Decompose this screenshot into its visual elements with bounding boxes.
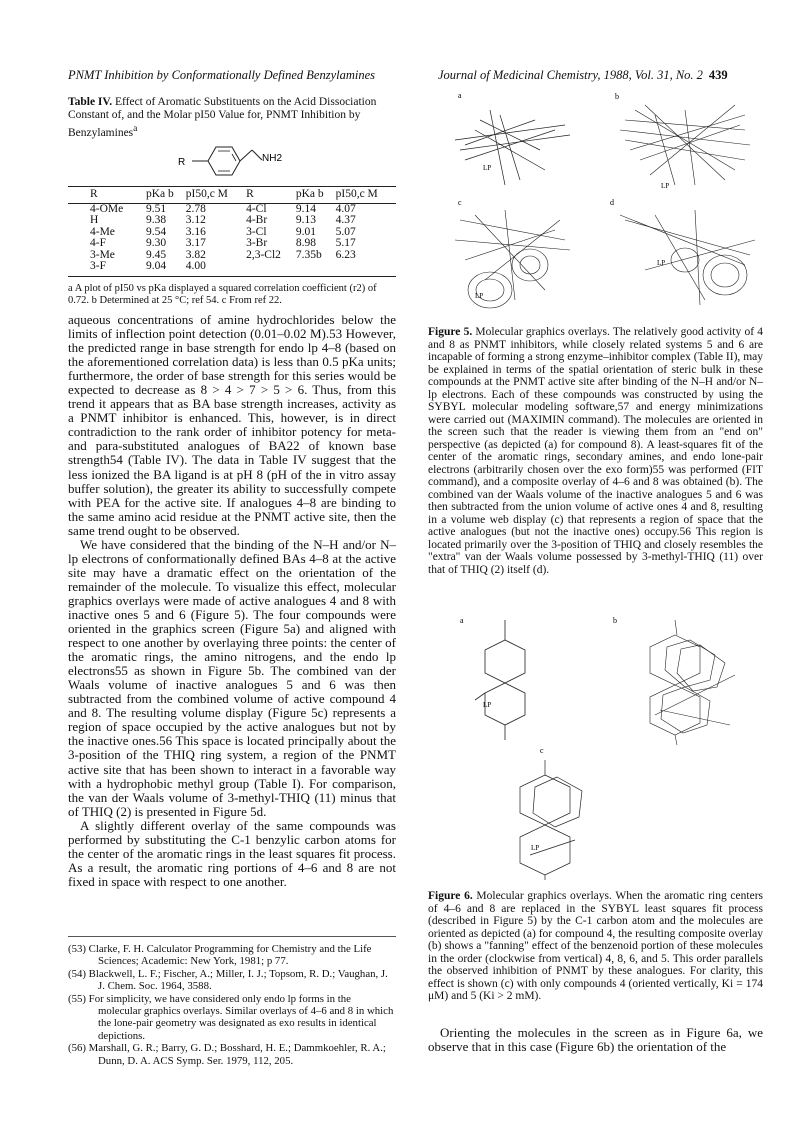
table-cell: 4-OMe [90, 202, 124, 215]
left-column-text [68, 313, 396, 889]
table-cell: 9.54 [146, 225, 167, 238]
struct-r-label: R [178, 157, 186, 168]
table-cell: H [90, 214, 99, 226]
table-row [68, 250, 396, 262]
fig6-panel-label-c: c [540, 746, 544, 755]
fig5-panel-label-b: b [615, 92, 619, 101]
table-cell: 9.38 [146, 214, 167, 226]
body-paragraph: We have considered that the binding of the N–H and/or N–lp electrons of conformationally defined BAs 4–8 at the active site may have a dramatic effect on the orientation of the remainder of the molecule. To visualize this effect, molecular graphics overlays were made of active analogues 4 and 8 with inactive ones 5 and 6 (Figure 5). The four compounds were oriented in the graphics screen (Figure 5a) and aligned with respect to one another by overlaying three points: the center of the aromatic rings, the amino nitrogens, and the endo lp electrons55 as shown in Figure 5b. The combined van der Waals volume of inactive analogues 5 and 6 was then subtracted from the combined volume of active compound 4 and 8. The resulting volume display (Figure 5c) represents a region of space occupied by the active analogues but not by the inactive ones.56 This space is located principally about the 3-position of the THIQ ring system, a region of the PNMT active site that has been shown to interact in a favorable way with a hydrophobic methyl group (Table I). For comparison, the van der Waals volume of 3-methyl-THIQ (11) minus that of THIQ (2) is presented in Figure 5d. [68, 536, 396, 819]
table-cell: 7.35b [295, 248, 322, 261]
reference-item: (56) Marshall, G. R.; Barry, G. D.; Bosshard, H. E.; Dammkoehler, R. A.; Dunn, D. A. ACS Symp. Ser. 1979, 112, 205. [68, 1042, 386, 1067]
table-cell: 9.13 [295, 214, 316, 226]
table-cell: 9.30 [146, 237, 167, 249]
table-title [68, 96, 396, 140]
fig5-panel-label-d: d [610, 198, 614, 207]
table-cell: 3.12 [185, 214, 206, 226]
table-cell: 4-Br [246, 214, 268, 226]
table-cell: 6.23 [335, 248, 356, 261]
figure-5-label: Figure 5. [428, 326, 473, 338]
fig5a-overlay [455, 110, 570, 185]
table-cell: 9.01 [295, 225, 316, 238]
table-cell: 3.17 [185, 237, 206, 249]
table-cell: 3-Me [90, 248, 115, 261]
table-cell: 5.07 [335, 225, 356, 238]
table-cell [296, 261, 336, 276]
table-cell: 9.45 [146, 248, 167, 261]
table-cell: 3.82 [185, 248, 206, 261]
table-cell: 4-Cl [246, 202, 267, 215]
col-header-pka2: pKa b [296, 187, 336, 204]
table-cell: 3-Cl [246, 225, 267, 238]
reference-item: (54) Blackwell, L. F.; Fischer, A.; Miller, I. J.; Topsom, R. D.; Vaughan, J. J. Chem. Soc. 1964, 3588. [68, 967, 388, 993]
body-paragraph: A slightly different overlay of the same compounds was performed by substituting the C-1 benzylic carbon atoms for the center of the aromatic rings in the least squares fit process. As a result, the aromatic ring portions of 4–6 and 8 are not fixed in space with respect to one another. [68, 817, 396, 889]
table-title-mark: a [133, 123, 138, 134]
reference-item: (55) For simplicity, we have considered only endo lp forms in the molecular graphics overlays. Similar overlays of 4–6 and 8 in which the lone-pair geometry was designated as exo results in identical depictions. [68, 992, 394, 1042]
fig5c-overlay [455, 210, 570, 308]
col-header-r2: R [246, 187, 296, 204]
table-cell: 9.14 [295, 202, 316, 215]
figure-6-graphics [445, 615, 775, 880]
fig5d-overlay [620, 210, 755, 305]
fig5a-lp-label: LP [483, 164, 492, 172]
running-header-right [438, 68, 728, 83]
table-row [68, 261, 396, 276]
table-cell: 4.37 [335, 214, 356, 226]
table-cell: 3-F [68, 261, 146, 276]
col-header-r: R [68, 187, 146, 204]
fig5-panel-label-c: c [458, 198, 462, 207]
table-cell: 2.78 [185, 202, 206, 215]
table-cell: 4-Me [90, 225, 115, 238]
figure-6-caption [428, 890, 763, 1003]
table-footnote: a A plot of pI50 vs pKa displayed a squared correlation coefficient (r2) of 0.72. b Determined at 25 °C; ref 54. c From ref 22. [68, 283, 377, 306]
table-header-row [68, 187, 396, 204]
figure-5 [445, 90, 775, 320]
fig5b-lp-label: LP [661, 182, 670, 190]
benzylamine-structure [176, 140, 296, 186]
body-paragraph: aqueous concentrations of amine hydrochlorides below the limits of inflection point detection (0.01–0.02 M).53 However, the predicted range in base strength for endo lp 4–8 (based on the aforementioned correlation data) is less than 0.5 pKa units; furthermore, the order of base strength for this series would be expected to decrease as 8 > 4 > 7 > 5 > 6. Thus, from this trend it appears that as BA base strength increases, activity as a PNMT inhibitor is enhanced. This, however, is in direct contradiction to the rank order of inhibitor potency for meta- and para-substituted analogues of BA22 of known base strength54 (Table IV). The data in Table IV suggest that the less ionized the BA ligand is at pH 8 (pH of the in vitro assay buffer solution), the greater its ability to successfully compete with PEA for the active site. If analogues 4–8 are binding to the same amino acid residue at the PNMT active site, then the same trend ought to be observed. [68, 312, 396, 538]
table-cell [246, 261, 296, 276]
table-cell [336, 261, 396, 276]
fig5d-lp-label: LP [657, 259, 666, 267]
figure-5-caption [428, 326, 763, 576]
running-header-left: PNMT Inhibition by Conformationally Defined Benzylamines [68, 68, 376, 82]
fig5b-overlay [620, 105, 750, 185]
col-header-pka: pKa b [146, 187, 186, 204]
body-paragraph: Orienting the molecules in the screen as in Figure 6a, we observe that in this case (Figure 6b) the orientation of the [428, 1025, 763, 1055]
fig6-panel-label-a: a [460, 616, 464, 625]
table-cell: 9.51 [146, 202, 167, 215]
reference-item: (53) Clarke, F. H. Calculator Programming for Chemistry and the Life Sciences; Academic: New York, 1981; p 77. [68, 943, 372, 968]
figure-5-graphics [445, 90, 775, 320]
fig6a-molecule [475, 620, 525, 740]
table-label: Table IV. [68, 96, 113, 108]
table-row [68, 215, 396, 227]
fig6c-overlay [520, 760, 582, 880]
table-row [68, 238, 396, 250]
table-cell: 4-F [90, 237, 106, 249]
table-caption: Effect of Aromatic Substituents on the Acid Dissociation Constant of, and the Molar pI50 Value for, PNMT Inhibition by Benzylamines [68, 96, 377, 139]
benzylamine-structure-drawing [176, 140, 296, 186]
fig6b-overlay [650, 620, 735, 745]
page-number: 439 [708, 68, 728, 82]
col-header-pi50: pI50,c M [186, 187, 246, 204]
table-cell: 4.07 [335, 202, 356, 215]
fig6-panel-label-b: b [613, 616, 617, 625]
fig6c-lp-label: LP [531, 844, 540, 852]
references [68, 936, 396, 1067]
right-column-text [428, 1026, 763, 1054]
table-cell: 2,3-Cl2 [246, 248, 281, 261]
struct-nh2-label: NH2 [262, 153, 283, 164]
fig5c-lp-label: LP [475, 292, 484, 300]
figure-6 [445, 615, 775, 880]
col-header-pi50-2: pI50,c M [336, 187, 396, 204]
table-cell: 4.00 [186, 261, 246, 276]
table-cell: 8.98 [295, 237, 316, 249]
figure-5-caption-text: Molecular graphics overlays. The relatively good activity of 4 and 8 as PNMT inhibitors, while closely related systems 5 and 6 are incapable of forming a strong enzyme–inhibitor complex (Table II), may be explained in terms of the spatial orientation of steric bulk in these compounds at the PNMT active site after binding of the N–H and/or N–lp electrons. Each of these compounds was constructed by using the SYBYL molecular modeling software,57 and energy minimizations were carried out (MAXIMIN command). The molecules are oriented in the screen such that the reader is viewing them from an "end on" perspective (as depicted (a) for compound 8). A least-squares fit of the center of the aromatic rings, secondary amines, and endo lone-pair electrons (arbitrarily chosen over the exo form)55 was performed (FIT command), and a composite overlay of 4–6 and 8 was obtained (b). The combined van der Waals volume of the inactive analogues 5 and 6 was then subtracted from the union volume of active ones 4 and 8, resulting in a volume web display (c) that represents a region of space that the active analogues (but not the inactive ones) occupy.56 This region is located primarily over the 3-position of THIQ and closely resembles the "extra" van der Waals volume possessed by 3-methyl-THIQ (11) over that of THIQ (2) itself (d). [428, 326, 763, 576]
fig6a-lp-label: LP [483, 701, 492, 709]
table-cell: 5.17 [335, 237, 356, 249]
figure-6-label: Figure 6. [428, 890, 473, 902]
table-cell: 9.04 [146, 261, 186, 276]
table-iv [68, 186, 396, 277]
journal-citation: Journal of Medicinal Chemistry, 1988, Vol. 31, No. 2 [438, 68, 703, 82]
fig5-panel-label-a: a [458, 91, 462, 100]
figure-6-caption-text: Molecular graphics overlays. When the aromatic ring centers of 4–6 and 8 are replaced in the SYBYL least squares fit process (described in Figure 5) by the C-1 carbon atom and the molecules are oriented as depicted (a) for compound 4, the resulting composite overlay (b) shows a "fanning" effect of the benzenoid portion of these molecules in the order (clockwise from vertical) 4, 8, 6, and 5. This order parallels the observed inhibition of PNMT by these analogues. For clarity, this effect is shown (c) with only compounds 4 (oriented vertically, Ki = 174 μM) and 5 (Ki > 2 mM). [428, 890, 763, 1002]
table-cell: 3-Br [246, 237, 268, 249]
table-cell: 3.16 [185, 225, 206, 238]
